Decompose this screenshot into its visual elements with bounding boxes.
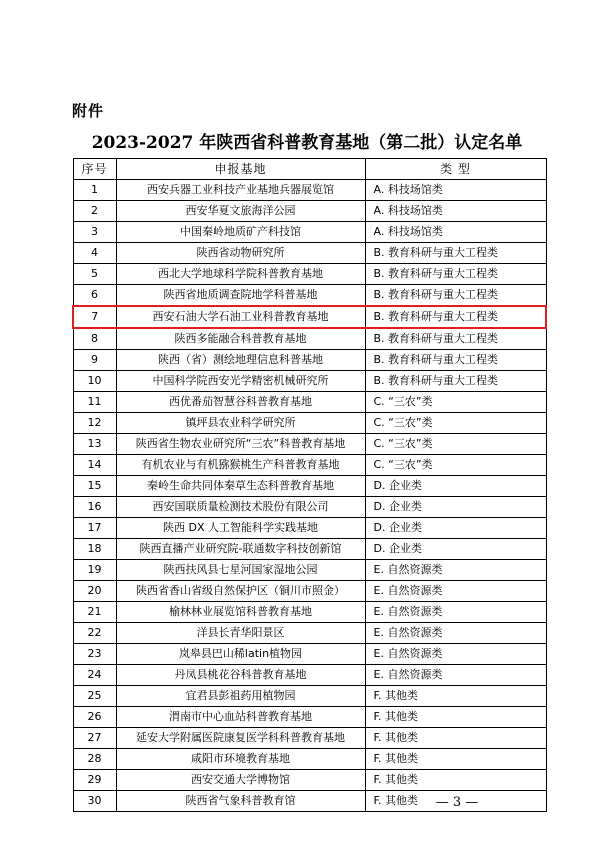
table-body: [73, 180, 546, 812]
table-row: [73, 328, 546, 350]
cell-type: E. 自然资源类: [365, 602, 546, 623]
cell-type: C. “三农”类: [365, 392, 546, 413]
column-header-type: 类 型: [365, 159, 546, 180]
cell-type: F. 其他类: [365, 707, 546, 728]
cell-type: B. 教育科研与重大工程类: [365, 350, 546, 371]
cell-type: B. 教育科研与重大工程类: [365, 264, 546, 285]
cell-base-name: 有机农业与有机猕猴桃生产科普教育基地: [116, 455, 365, 476]
cell-type: F. 其他类: [365, 686, 546, 707]
cell-index: 8: [73, 328, 116, 350]
cell-type: B. 教育科研与重大工程类: [365, 328, 546, 350]
table-row: [73, 306, 546, 328]
cell-index: 6: [73, 285, 116, 307]
cell-type: C. “三农”类: [365, 455, 546, 476]
table-row: [73, 497, 546, 518]
cell-base-name: 丹凤县桃花谷科普教育基地: [116, 665, 365, 686]
cell-base-name: 西安华夏文旅海洋公园: [116, 201, 365, 222]
cell-type: A. 科技场馆类: [365, 222, 546, 243]
cell-index: 29: [73, 770, 116, 791]
cell-type: E. 自然资源类: [365, 665, 546, 686]
table-row: [73, 222, 546, 243]
cell-type: D. 企业类: [365, 497, 546, 518]
cell-index: 1: [73, 180, 116, 201]
cell-index: 12: [73, 413, 116, 434]
cell-index: 21: [73, 602, 116, 623]
table-row: [73, 686, 546, 707]
cell-index: 5: [73, 264, 116, 285]
cell-base-name: 中国科学院西安光学精密机械研究所: [116, 371, 365, 392]
recognition-list-table: [72, 158, 547, 812]
cell-base-name: 西安石油大学石油工业科普教育基地: [116, 306, 365, 328]
cell-index: 27: [73, 728, 116, 749]
cell-type: A. 科技场馆类: [365, 180, 546, 201]
cell-base-name: 洋县长青华阳景区: [116, 623, 365, 644]
cell-base-name: 陕西（省）测绘地理信息科普基地: [116, 350, 365, 371]
cell-index: 22: [73, 623, 116, 644]
cell-base-name: 西安交通大学博物馆: [116, 770, 365, 791]
cell-type: B. 教育科研与重大工程类: [365, 285, 546, 307]
table-row: [73, 476, 546, 497]
cell-index: 19: [73, 560, 116, 581]
table-row: [73, 770, 546, 791]
cell-base-name: 西安兵器工业科技产业基地兵器展览馆: [116, 180, 365, 201]
table-row: [73, 602, 546, 623]
cell-base-name: 宜君县彭祖药用植物园: [116, 686, 365, 707]
cell-index: 10: [73, 371, 116, 392]
cell-index: 26: [73, 707, 116, 728]
table-row: [73, 644, 546, 665]
cell-base-name: 西优番茄智慧谷科普教育基地: [116, 392, 365, 413]
cell-type: D. 企业类: [365, 518, 546, 539]
cell-base-name: 中国秦岭地质矿产科技馆: [116, 222, 365, 243]
cell-base-name: 陕西 DX 人工智能科学实践基地: [116, 518, 365, 539]
cell-base-name: 西安国联质量检测技术股份有限公司: [116, 497, 365, 518]
cell-index: 7: [73, 306, 116, 328]
table-row: [73, 455, 546, 476]
cell-base-name: 秦岭生命共同体秦草生态科普教育基地: [116, 476, 365, 497]
cell-type: E. 自然资源类: [365, 560, 546, 581]
cell-index: 23: [73, 644, 116, 665]
cell-base-name: 陕西省香山省级自然保护区（铜川市照金）: [116, 581, 365, 602]
cell-base-name: 陕西省地质调查院地学科普基地: [116, 285, 365, 307]
cell-index: 11: [73, 392, 116, 413]
page-number: — 3 —: [435, 795, 479, 810]
table-row: [73, 201, 546, 222]
cell-index: 14: [73, 455, 116, 476]
table-row: [73, 434, 546, 455]
cell-index: 9: [73, 350, 116, 371]
cell-type: A. 科技场馆类: [365, 201, 546, 222]
cell-type: D. 企业类: [365, 539, 546, 560]
cell-type: E. 自然资源类: [365, 581, 546, 602]
cell-index: 15: [73, 476, 116, 497]
cell-type: C. “三农”类: [365, 434, 546, 455]
cell-type: C. “三农”类: [365, 413, 546, 434]
cell-index: 16: [73, 497, 116, 518]
cell-base-name: 岚皋县巴山稀latin植物园: [116, 644, 365, 665]
cell-type: F. 其他类: [365, 791, 546, 812]
cell-base-name: 陕西省生物农业研究所“三农”科普教育基地: [116, 434, 365, 455]
table-row: [73, 413, 546, 434]
cell-index: 17: [73, 518, 116, 539]
table-row: [73, 180, 546, 201]
cell-index: 28: [73, 749, 116, 770]
table-row: [73, 749, 546, 770]
cell-type: D. 企业类: [365, 476, 546, 497]
cell-index: 18: [73, 539, 116, 560]
table-row: [73, 728, 546, 749]
table-row: [73, 665, 546, 686]
cell-base-name: 榆林林业展览馆科普教育基地: [116, 602, 365, 623]
cell-index: 4: [73, 243, 116, 264]
cell-base-name: 陕西多能融合科普教育基地: [116, 328, 365, 350]
cell-type: B. 教育科研与重大工程类: [365, 306, 546, 328]
table-row: [73, 243, 546, 264]
table-row: [73, 707, 546, 728]
cell-base-name: 镇坪县农业科学研究所: [116, 413, 365, 434]
page-title: 2023-2027 年陕西省科普教育基地（第二批）认定名单: [91, 133, 523, 153]
table-header-row: [73, 159, 546, 180]
cell-base-name: 陕西直播产业研究院-联通数字科技创新馆: [116, 539, 365, 560]
table-row: [73, 285, 546, 307]
cell-type: F. 其他类: [365, 749, 546, 770]
cell-type: B. 教育科研与重大工程类: [365, 243, 546, 264]
table-row: [73, 623, 546, 644]
table-row: [73, 350, 546, 371]
column-header-index: 序号: [73, 159, 116, 180]
cell-index: 3: [73, 222, 116, 243]
table-row: [73, 518, 546, 539]
cell-base-name: 咸阳市环境教育基地: [116, 749, 365, 770]
table-row: [73, 264, 546, 285]
cell-index: 30: [73, 791, 116, 812]
column-header-base: 申报基地: [116, 159, 365, 180]
table-row: [73, 539, 546, 560]
cell-index: 13: [73, 434, 116, 455]
cell-type: B. 教育科研与重大工程类: [365, 371, 546, 392]
cell-type: F. 其他类: [365, 770, 546, 791]
cell-base-name: 西北大学地球科学院科普教育基地: [116, 264, 365, 285]
cell-index: 20: [73, 581, 116, 602]
cell-type: F. 其他类: [365, 728, 546, 749]
attachment-label: 附件: [72, 102, 105, 120]
table-row: [73, 392, 546, 413]
cell-base-name: 陕西扶风县七星河国家湿地公园: [116, 560, 365, 581]
cell-index: 24: [73, 665, 116, 686]
cell-base-name: 陕西省动物研究所: [116, 243, 365, 264]
cell-index: 2: [73, 201, 116, 222]
cell-base-name: 渭南市中心血站科普教育基地: [116, 707, 365, 728]
cell-type: E. 自然资源类: [365, 644, 546, 665]
cell-type: E. 自然资源类: [365, 623, 546, 644]
table-row: [73, 560, 546, 581]
cell-base-name: 陕西省气象科普教育馆: [116, 791, 365, 812]
cell-base-name: 延安大学附属医院康复医学科科普教育基地: [116, 728, 365, 749]
cell-index: 25: [73, 686, 116, 707]
table-row: [73, 371, 546, 392]
table-row: [73, 581, 546, 602]
